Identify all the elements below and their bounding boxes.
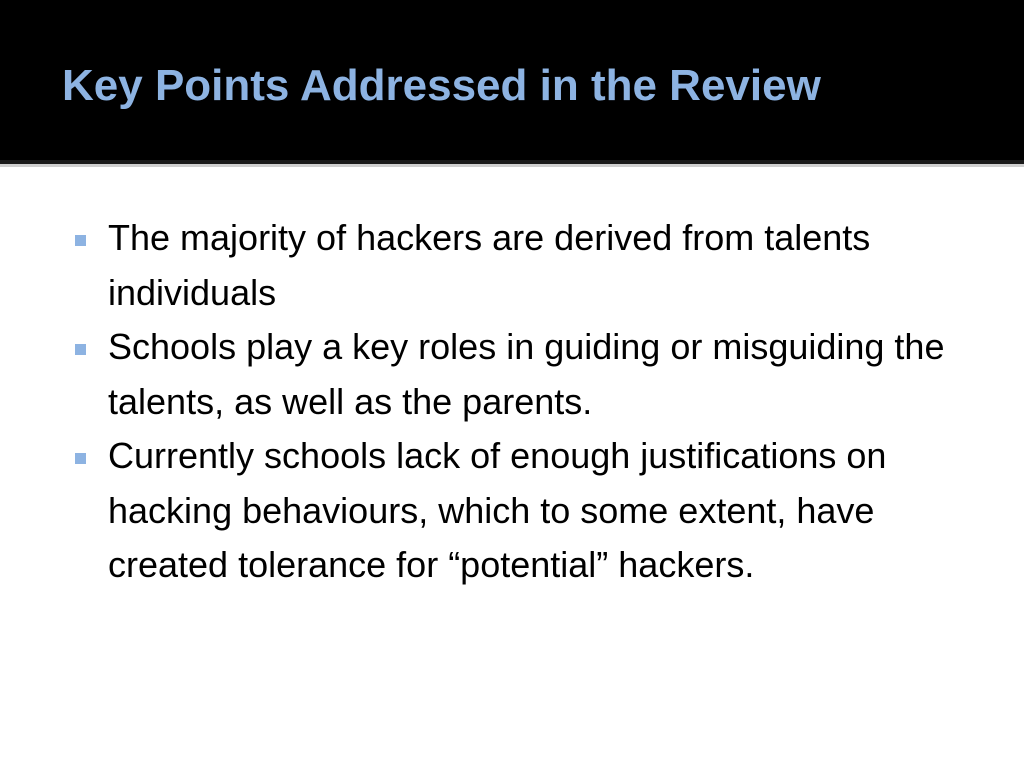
bullet-item bbox=[70, 211, 1000, 320]
bullet-list bbox=[70, 211, 1000, 593]
bullet-item bbox=[70, 429, 1000, 593]
bullet-text: The majority of hackers are derived from talents individuals bbox=[108, 217, 871, 313]
title-divider-shadow bbox=[0, 164, 1024, 167]
bullet-item bbox=[70, 320, 1000, 429]
bullet-text: Schools play a key roles in guiding or misguiding the talents, as well as the parents. bbox=[108, 326, 945, 422]
square-bullet-icon bbox=[75, 235, 86, 246]
bullet-text: Currently schools lack of enough justifications on hacking behaviours, which to some extent, have created tolerance for “potential” hackers. bbox=[108, 435, 887, 585]
slide-title: Key Points Addressed in the Review bbox=[62, 61, 821, 110]
square-bullet-icon bbox=[75, 344, 86, 355]
title-bar bbox=[0, 0, 1024, 160]
square-bullet-icon bbox=[75, 453, 86, 464]
